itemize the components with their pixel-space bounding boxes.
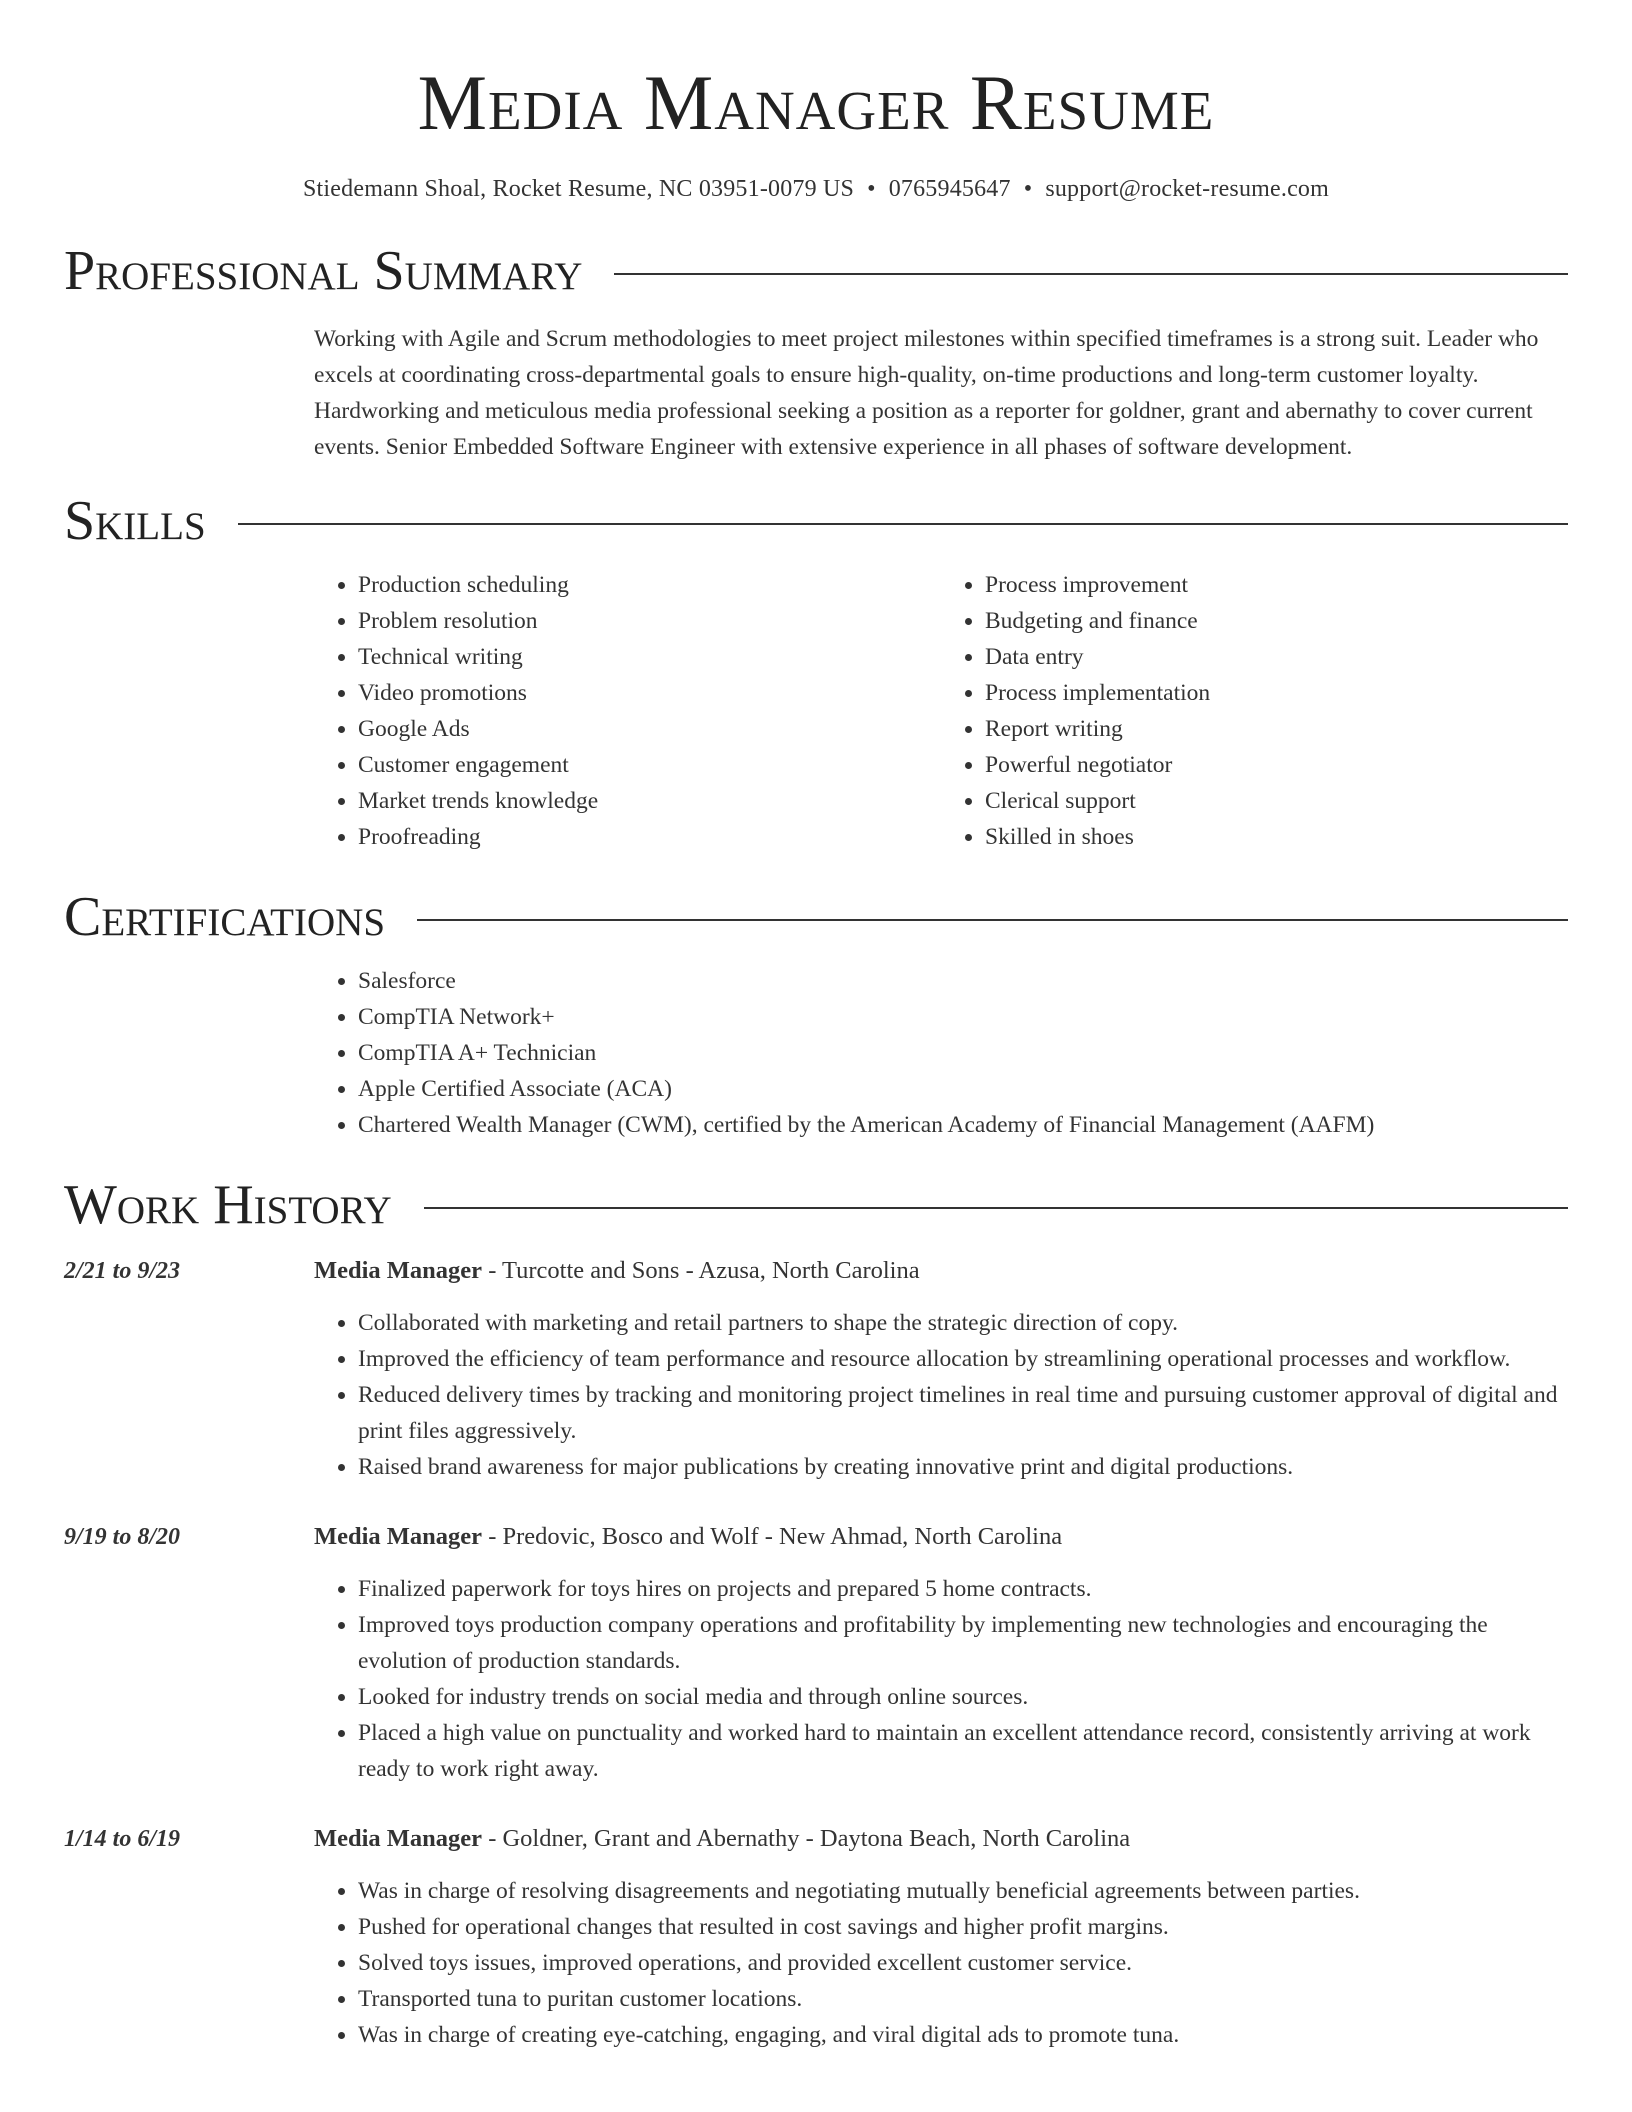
list-item: • Data entry — [985, 639, 1568, 675]
list-item: • Collaborated with marketing and retail partners to shape the strategic direction of copy. — [358, 1305, 1568, 1341]
list-item: • Production scheduling — [358, 567, 941, 603]
list-item: • Transported tuna to puritan customer locations. — [358, 1981, 1568, 2017]
section-divider — [238, 523, 1568, 525]
list-item: • Technical writing — [358, 639, 941, 675]
section-divider — [417, 919, 1568, 921]
list-item: • Google Ads — [358, 711, 941, 747]
list-item: • Customer engagement — [358, 747, 941, 783]
work-history-section-header — [64, 1173, 1568, 1236]
list-item: • Report writing — [985, 711, 1568, 747]
job-details — [314, 1253, 1568, 1485]
list-item: • Was in charge of resolving disagreements and negotiating mutually beneficial agreements between parties. — [358, 1873, 1568, 1909]
list-item: • Market trends knowledge — [358, 783, 941, 819]
summary-text: Working with Agile and Scrum methodologies to meet project milestones within specified timeframes is a strong suit. Leader who excels at coordinating cross-departmental goals to ensure high-quality, on-time productions and long-term customer loyalty. Hardworking and meticulous media professional seeking a position as a reporter for goldner, grant and abernathy to cover current events. Senior Embedded Software Engineer with extensive experience in all phases of software development. — [314, 325, 1539, 460]
contact-address: Stiedemann Shoal, Rocket Resume, NC 03951-0079 US — [303, 175, 855, 202]
resume-page — [64, 0, 1568, 2053]
contact-line — [64, 176, 1568, 203]
job-details — [314, 1821, 1568, 2053]
list-item: • Was in charge of creating eye-catching, engaging, and viral digital ads to promote tuna. — [358, 2017, 1568, 2053]
job-employer-location: - Predovic, Bosco and Wolf - New Ahmad, North Carolina — [482, 1522, 1063, 1550]
job-dates: 9/19 to 8/20 — [64, 1523, 181, 1550]
skills-section-header — [64, 489, 1568, 552]
job-entry — [64, 1253, 1568, 1485]
list-item: • Reduced delivery times by tracking and monitoring project timelines in real time and pursuing customer approval of digital and print files aggressively. — [358, 1377, 1568, 1449]
job-bullet-list — [314, 1571, 1568, 1787]
list-item: • CompTIA Network+ — [358, 999, 1568, 1035]
certifications-section-header — [64, 885, 1568, 948]
job-title-line — [314, 1253, 1568, 1289]
list-item: • Clerical support — [985, 783, 1568, 819]
job-dates: 2/21 to 9/23 — [64, 1257, 181, 1284]
list-item: • Finalized paperwork for toys hires on projects and prepared 5 home contracts. — [358, 1571, 1568, 1607]
list-item: • CompTIA A+ Technician — [358, 1035, 1568, 1071]
list-item: • Raised brand awareness for major publications by creating innovative print and digital productions. — [358, 1449, 1568, 1485]
job-employer-location: - Goldner, Grant and Abernathy - Daytona Beach, North Carolina — [482, 1824, 1131, 1852]
list-item: • Proofreading — [358, 819, 941, 855]
work-history-heading: Work History — [64, 1173, 392, 1236]
skills-list-left — [314, 567, 941, 855]
list-item: • Apple Certified Associate (ACA) — [358, 1071, 1568, 1107]
job-entry — [64, 1821, 1568, 2053]
list-item: • Video promotions — [358, 675, 941, 711]
contact-email[interactable]: support@rocket-resume.com — [1045, 175, 1329, 202]
work-history-list — [64, 1253, 1568, 2053]
list-item: • Improved the efficiency of team performance and resource allocation by streamlining operational processes and workflow. — [358, 1341, 1568, 1377]
job-dates: 1/14 to 6/19 — [64, 1825, 181, 1852]
summary-section-header — [64, 239, 1568, 302]
list-item: • Salesforce — [358, 963, 1568, 999]
job-entry — [64, 1519, 1568, 1787]
job-details — [314, 1519, 1568, 1787]
certifications-heading: Certifications — [64, 885, 386, 948]
job-title: Media Manager — [314, 1522, 483, 1550]
skills-list-right — [941, 567, 1568, 855]
list-item: • Process implementation — [985, 675, 1568, 711]
contact-separator: • — [867, 175, 876, 202]
job-title: Media Manager — [314, 1256, 483, 1284]
contact-separator: • — [1023, 175, 1033, 202]
job-title: Media Manager — [314, 1824, 483, 1852]
skills-heading: Skills — [64, 489, 206, 552]
job-bullet-list — [314, 1305, 1568, 1485]
certifications-block — [314, 963, 1568, 1143]
job-bullet-list — [314, 1873, 1568, 2053]
job-title-line — [314, 1519, 1568, 1555]
list-item: • Placed a high value on punctuality and worked hard to maintain an excellent attendance record, consistently arriving at work ready to work right away. — [358, 1715, 1568, 1787]
list-item: • Powerful negotiator — [985, 747, 1568, 783]
list-item: • Pushed for operational changes that resulted in cost savings and higher profit margins. — [358, 1909, 1568, 1945]
list-item: • Process improvement — [985, 567, 1568, 603]
summary-heading: Professional Summary — [64, 239, 583, 302]
list-item: • Problem resolution — [358, 603, 941, 639]
list-item: • Improved toys production company operations and profitability by implementing new technologies and encouraging the evolution of production standards. — [358, 1607, 1568, 1679]
certifications-list — [314, 963, 1568, 1143]
section-divider — [424, 1207, 1568, 1209]
job-title-line — [314, 1821, 1568, 1857]
resume-title: Media Manager Resume — [417, 59, 1215, 146]
list-item: • Budgeting and finance — [985, 603, 1568, 639]
list-item: • Looked for industry trends on social media and through online sources. — [358, 1679, 1568, 1715]
job-employer-location: - Turcotte and Sons - Azusa, North Carolina — [482, 1256, 920, 1284]
list-item: • Solved toys issues, improved operations, and provided excellent customer service. — [358, 1945, 1568, 1981]
contact-phone: 0765945647 — [888, 175, 1011, 202]
skills-grid — [314, 567, 1568, 855]
list-item: • Chartered Wealth Manager (CWM), certified by the American Academy of Financial Management (AAFM) — [358, 1107, 1568, 1143]
section-divider — [614, 273, 1568, 275]
list-item: • Skilled in shoes — [985, 819, 1568, 855]
